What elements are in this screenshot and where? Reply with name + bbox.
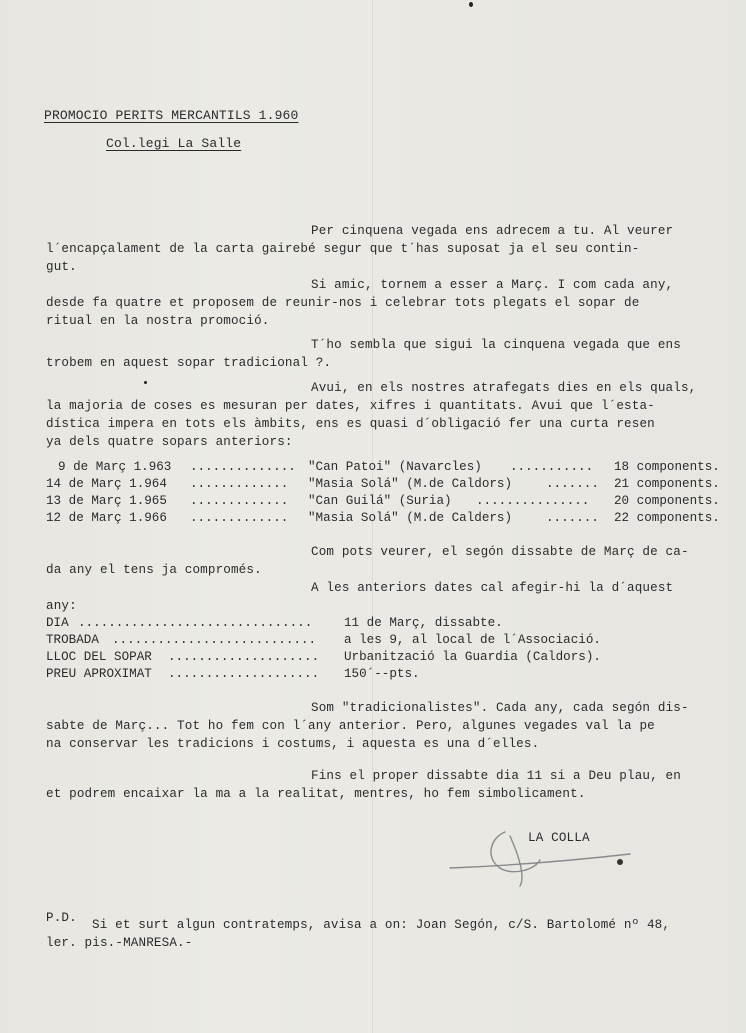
ink-speck — [144, 381, 147, 384]
dinner-row — [46, 476, 746, 492]
detail-label: DIA — [46, 616, 69, 630]
postscript-label: P.D. — [46, 911, 77, 925]
paragraph-line: na conservar les tradicions i costums, i aquesta es una d´elles. — [46, 737, 540, 751]
dinner-place: "Masia Solá" (M.de Calders) — [308, 511, 513, 525]
paragraph-line: l´encapçalament de la carta gairebé segur que t´has suposat ja el seu contin- — [46, 242, 640, 256]
leader-dots: ........... — [510, 460, 594, 474]
paragraph-line: Per cinquena vegada ens adrecem a tu. Al veurer — [311, 224, 674, 238]
leader-dots: ........................... — [112, 633, 317, 647]
leader-dots: ....... — [546, 477, 599, 491]
detail-label: LLOC DEL SOPAR — [46, 650, 152, 664]
dinner-place: "Masia Solá" (M.de Caldors) — [308, 477, 513, 491]
dinner-date: 12 de Març 1.966 — [46, 511, 167, 525]
dinner-count: 22 components. — [614, 511, 720, 525]
detail-row — [46, 632, 666, 648]
detail-value: Urbanització la Guardia (Caldors). — [344, 650, 601, 664]
leader-dots: ............................... — [78, 616, 313, 630]
letter-title: PROMOCIO PERITS MERCANTILS 1.960 — [44, 108, 299, 123]
paragraph-line: A les anteriors dates cal afegir-hi la d´aquest — [311, 581, 674, 595]
school-name: Col.legi La Salle — [106, 136, 242, 151]
postscript-line: Si et surt algun contratemps, avisa a on: Joan Segón, c/S. Bartolomé nº 48, — [92, 918, 671, 932]
paragraph-line: sabte de Març... Tot ho fem con l´any anterior. Pero, algunes vegades val la pe — [46, 719, 655, 733]
paragraph-line: dística impera en tots els àmbits, ens es quasi d´obligació fer una curta resen — [46, 417, 655, 431]
paragraph-line: la majoria de coses es mesuran per dates, xifres i quantitats. Avui que l´esta- — [46, 399, 655, 413]
paragraph-line: ya dels quatre sopars anteriors: — [46, 435, 293, 449]
dinner-date: 13 de Març 1.965 — [46, 494, 167, 508]
paragraph-line: Avui, en els nostres atrafegats dies en els quals, — [311, 381, 697, 395]
leader-dots: .................... — [168, 650, 320, 664]
dinner-date: 9 de Març 1.963 — [58, 460, 172, 474]
signature-text: LA COLLA — [528, 831, 590, 845]
leader-dots: .............. — [190, 460, 296, 474]
leader-dots: ............. — [190, 477, 289, 491]
detail-value: 11 de Març, dissabte. — [344, 616, 503, 630]
paragraph-line: desde fa quatre et proposem de reunir-nos i celebrar tots plegats el sopar de — [46, 296, 640, 310]
paragraph-line: T´ho sembla que sigui la cinquena vegada que ens — [311, 338, 681, 352]
dinner-date: 14 de Març 1.964 — [46, 477, 167, 491]
detail-row — [46, 649, 666, 665]
paragraph-line: Som "tradicionalistes". Cada any, cada segón dis- — [311, 701, 689, 715]
dinner-row — [46, 459, 746, 475]
paragraph-line: Fins el proper dissabte dia 11 si a Deu plau, en — [311, 769, 681, 783]
detail-row — [46, 615, 666, 631]
detail-label: PREU APROXIMAT — [46, 667, 152, 681]
paragraph-line: gut. — [46, 260, 77, 274]
detail-label: TROBADA — [46, 633, 99, 647]
dinner-count: 20 components. — [614, 494, 720, 508]
paragraph-line: da any el tens ja compromés. — [46, 563, 262, 577]
paragraph-line: ritual en la nostra promoció. — [46, 314, 270, 328]
leader-dots: ....... — [546, 511, 599, 525]
leader-dots: ............. — [190, 511, 289, 525]
paragraph-line: trobem en aquest sopar tradicional ?. — [46, 356, 332, 370]
dinner-row — [46, 493, 746, 509]
detail-row — [46, 666, 666, 682]
dinner-count: 21 components. — [614, 477, 720, 491]
leader-dots: ............. — [190, 494, 289, 508]
dinner-place: "Can Patoi" (Navarcles) — [308, 460, 482, 474]
leader-dots: .................... — [168, 667, 320, 681]
postscript-line: ler. pis.-MANRESA.- — [46, 936, 193, 950]
detail-value: 150´--pts. — [344, 667, 420, 681]
detail-value: a les 9, al local de l´Associació. — [344, 633, 601, 647]
handwritten-signature — [440, 828, 640, 888]
paragraph-line: any: — [46, 599, 77, 613]
dinner-row — [46, 510, 746, 526]
dinner-count: 18 components. — [614, 460, 720, 474]
paragraph-line: Com pots veurer, el segón dissabte de Març de ca- — [311, 545, 689, 559]
paragraph-line: et podrem encaixar la ma a la realitat, mentres, ho fem simbolicament. — [46, 787, 586, 801]
ink-speck — [469, 2, 473, 7]
leader-dots: ............... — [476, 494, 590, 508]
paragraph-line: Si amic, tornem a esser a Març. I com cada any, — [311, 278, 674, 292]
dinner-place: "Can Guilá" (Suria) — [308, 494, 452, 508]
